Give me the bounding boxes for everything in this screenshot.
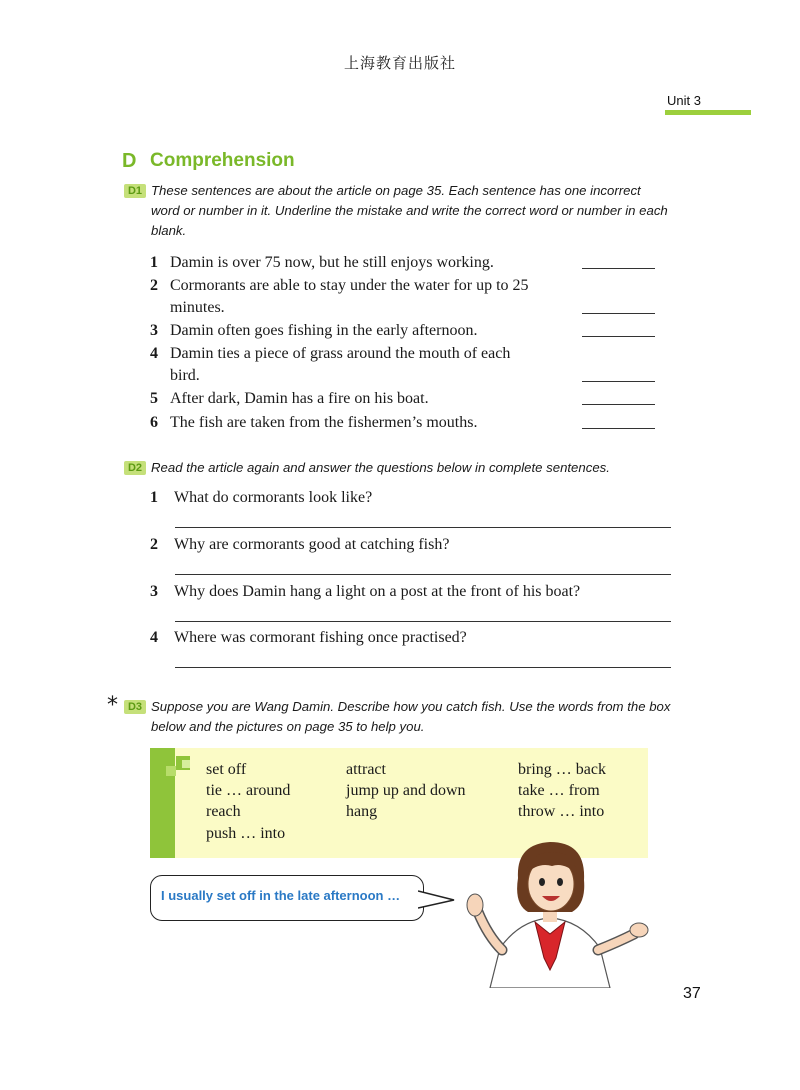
d3-instructions: Suppose you are Wang Damin. Describe how you catch fish. Use the words from the box below and the pictures on page 35 to help you. [151, 699, 671, 734]
item-text: Damin often goes fishing in the early afternoon. [170, 322, 478, 339]
item-number: 4 [150, 345, 158, 362]
question-number: 1 [150, 489, 158, 506]
decor-square [166, 766, 176, 776]
question-number: 4 [150, 629, 158, 646]
answer-blank-1[interactable] [582, 268, 655, 269]
word-item: take … from [518, 782, 600, 799]
unit-label: Unit 3 [667, 93, 701, 108]
word-item: reach [206, 803, 241, 820]
item-text: Damin is over 75 now, but he still enjoys working. [170, 254, 494, 271]
answer-blank-3[interactable] [582, 336, 655, 337]
word-item: tie … around [206, 782, 291, 799]
answer-line-2[interactable] [175, 574, 671, 575]
word-item: bring … back [518, 761, 606, 778]
speech-text: I usually set off in the late afternoon … [161, 888, 401, 903]
word-box-strip [150, 748, 175, 858]
girl-illustration [440, 838, 650, 988]
question-text: Why are cormorants good at catching fish? [174, 536, 450, 553]
answer-blank-2[interactable] [582, 313, 655, 314]
item-number: 2 [150, 277, 158, 294]
d1-badge: D1 [124, 184, 146, 198]
item-text: The fish are taken from the fishermen’s mouths. [170, 414, 478, 431]
answer-line-3[interactable] [175, 621, 671, 622]
optional-asterisk: * [107, 693, 118, 718]
item-text: Cormorants are able to stay under the water for up to 25 minutes. [170, 277, 529, 316]
answer-line-1[interactable] [175, 527, 671, 528]
answer-line-4[interactable] [175, 667, 671, 668]
unit-bar [665, 110, 751, 115]
question-number: 3 [150, 583, 158, 600]
item-number: 5 [150, 390, 158, 407]
d3-badge: D3 [124, 700, 146, 714]
d1-instructions: These sentences are about the article on page 35. Each sentence has one incorrect word or number in it. Underline the mistake and write the correct word or number in each blank. [151, 183, 668, 238]
decor-square [182, 760, 190, 768]
item-number: 3 [150, 322, 158, 339]
item-number: 1 [150, 254, 158, 271]
question-text: What do cormorants look like? [174, 489, 373, 506]
question-text: Where was cormorant fishing once practised? [174, 629, 467, 646]
page-number: 37 [683, 985, 701, 1002]
word-item: push … into [206, 825, 286, 842]
word-item: set off [206, 761, 247, 778]
word-item: throw … into [518, 803, 605, 820]
item-text: Damin ties a piece of grass around the mouth of each bird. [170, 345, 511, 384]
word-item: attract [346, 761, 386, 778]
answer-blank-6[interactable] [582, 428, 655, 429]
answer-blank-5[interactable] [582, 404, 655, 405]
section-letter: D [122, 150, 137, 172]
d2-badge: D2 [124, 461, 146, 475]
answer-blank-4[interactable] [582, 381, 655, 382]
publisher-name: 上海教育出版社 [343, 54, 456, 72]
word-item: hang [346, 803, 378, 820]
question-number: 2 [150, 536, 158, 553]
question-text: Why does Damin hang a light on a post at the front of his boat? [174, 583, 581, 600]
d2-instructions: Read the article again and answer the questions below in complete sentences. [151, 460, 610, 475]
item-text: After dark, Damin has a fire on his boat. [170, 390, 429, 407]
section-title: Comprehension [150, 150, 295, 171]
item-number: 6 [150, 414, 158, 431]
word-item: jump up and down [346, 782, 466, 799]
